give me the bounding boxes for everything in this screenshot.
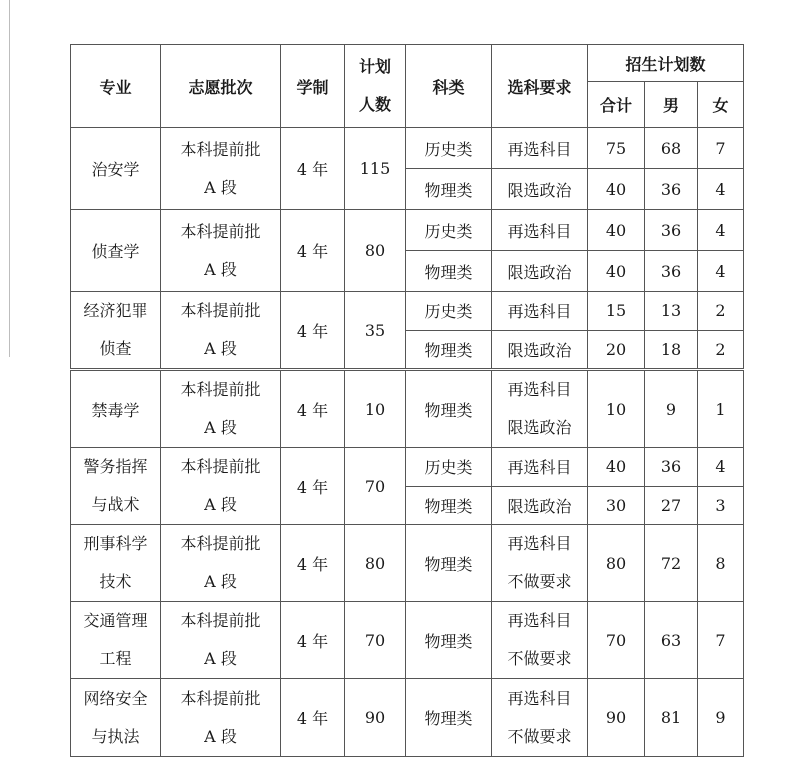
header-duration: 学制: [281, 45, 345, 128]
male-cell: 36: [645, 210, 698, 251]
plan-cell: 35: [345, 292, 406, 369]
req-line1: 再选科目: [507, 611, 572, 630]
male-cell: 13: [645, 292, 698, 331]
category-cell: 物理类: [406, 602, 492, 679]
batch-cell: [161, 448, 281, 525]
batch-line2: A 段: [204, 259, 237, 279]
male-cell: 36: [645, 448, 698, 487]
duration-cell: 4 年: [281, 292, 345, 369]
req-cell: 再选科目: [492, 292, 588, 331]
batch-line1: 本科提前批: [180, 221, 261, 241]
batch-line1: 本科提前批: [180, 139, 261, 159]
batch-cell: [161, 371, 281, 448]
req-cell: [492, 679, 588, 757]
male-cell: 72: [645, 525, 698, 602]
batch-line2: A 段: [204, 649, 237, 668]
header-total: 合计: [588, 82, 645, 128]
major-line2: 技术: [99, 572, 132, 591]
female-cell: 4: [698, 251, 744, 292]
req-cell: [492, 602, 588, 679]
batch-line1: 本科提前批: [180, 457, 261, 476]
total-cell: 40: [588, 210, 645, 251]
plan-cell: 70: [345, 448, 406, 525]
category-cell: 物理类: [406, 330, 492, 369]
major-line1: 刑事科学: [83, 534, 148, 553]
major-cell: [71, 210, 161, 292]
req-cell: 再选科目: [492, 128, 588, 169]
req-line2: 不做要求: [507, 572, 572, 591]
header-row-1: [71, 45, 744, 82]
female-cell: 4: [698, 448, 744, 487]
req-line1: 再选科目: [507, 534, 572, 553]
header-subject-req: 选科要求: [492, 45, 588, 128]
batch-cell: [161, 292, 281, 369]
enrollment-table-1: [70, 44, 744, 369]
header-male: 男: [645, 82, 698, 128]
req-cell: 限选政治: [492, 330, 588, 369]
table-row: [71, 525, 744, 602]
batch-line2: A 段: [204, 177, 237, 197]
major-line2: 与执法: [91, 726, 140, 746]
major-cell: [71, 602, 161, 679]
major-line1: 警务指挥: [83, 457, 148, 476]
total-cell: 15: [588, 292, 645, 331]
batch-cell: [161, 128, 281, 210]
category-cell: 历史类: [406, 128, 492, 169]
header-plan-count-line1: 计划: [358, 57, 391, 76]
req-line1: 再选科目: [507, 688, 572, 708]
header-female: 女: [698, 82, 744, 128]
major-cell: [71, 525, 161, 602]
major-line2: 侦查: [99, 339, 132, 358]
batch-line2: A 段: [204, 726, 237, 746]
total-cell: 70: [588, 602, 645, 679]
plan-cell: 80: [345, 210, 406, 292]
total-cell: 80: [588, 525, 645, 602]
male-cell: 36: [645, 251, 698, 292]
duration-cell: 4 年: [281, 371, 345, 448]
plan-cell: 80: [345, 525, 406, 602]
page-margin-line: [9, 0, 10, 357]
major-cell: [71, 448, 161, 525]
batch-line1: 本科提前批: [180, 380, 261, 399]
batch-line2: A 段: [204, 572, 237, 591]
total-cell: 40: [588, 169, 645, 210]
total-cell: 90: [588, 679, 645, 757]
req-cell: 限选政治: [492, 251, 588, 292]
req-cell: 再选科目: [492, 448, 588, 487]
header-plan-count-line2: 人数: [358, 95, 391, 114]
plan-cell: 70: [345, 602, 406, 679]
req-cell: [492, 371, 588, 448]
total-cell: 30: [588, 486, 645, 525]
category-cell: 历史类: [406, 448, 492, 487]
total-cell: 75: [588, 128, 645, 169]
duration-cell: 4 年: [281, 525, 345, 602]
req-cell: 限选政治: [492, 169, 588, 210]
category-cell: 物理类: [406, 679, 492, 757]
duration-cell: 4 年: [281, 679, 345, 757]
header-batch: 志愿批次: [161, 45, 281, 128]
female-cell: 9: [698, 679, 744, 757]
header-category: 科类: [406, 45, 492, 128]
total-cell: 10: [588, 371, 645, 448]
major-line2: 与战术: [91, 495, 140, 514]
table-row: [71, 128, 744, 169]
req-cell: 限选政治: [492, 486, 588, 525]
total-cell: 20: [588, 330, 645, 369]
male-cell: 27: [645, 486, 698, 525]
male-cell: 18: [645, 330, 698, 369]
table-row: [71, 371, 744, 448]
male-cell: 36: [645, 169, 698, 210]
enrollment-table-2: [70, 370, 744, 757]
header-enroll-plan: 招生计划数: [588, 45, 744, 82]
table-row: [71, 602, 744, 679]
category-cell: 物理类: [406, 525, 492, 602]
table-row: [71, 292, 744, 331]
major-cell: [71, 292, 161, 369]
batch-cell: [161, 210, 281, 292]
category-cell: 物理类: [406, 251, 492, 292]
plan-cell: 10: [345, 371, 406, 448]
plan-cell: 115: [345, 128, 406, 210]
req-line2: 限选政治: [507, 418, 572, 437]
male-cell: 81: [645, 679, 698, 757]
duration-cell: 4 年: [281, 602, 345, 679]
header-major: 专业: [71, 45, 161, 128]
female-cell: 2: [698, 292, 744, 331]
category-cell: 物理类: [406, 169, 492, 210]
req-cell: [492, 525, 588, 602]
plan-cell: 90: [345, 679, 406, 757]
category-cell: 物理类: [406, 486, 492, 525]
major-cell: [71, 679, 161, 757]
male-cell: 63: [645, 602, 698, 679]
batch-line1: 本科提前批: [180, 534, 261, 553]
female-cell: 7: [698, 128, 744, 169]
category-cell: 历史类: [406, 292, 492, 331]
category-cell: 物理类: [406, 371, 492, 448]
req-line2: 不做要求: [507, 726, 572, 746]
female-cell: 7: [698, 602, 744, 679]
batch-line2: A 段: [204, 418, 237, 437]
female-cell: 1: [698, 371, 744, 448]
req-line1: 再选科目: [507, 380, 572, 399]
male-cell: 68: [645, 128, 698, 169]
major-line1: 交通管理: [83, 611, 148, 630]
major-line1: 经济犯罪: [83, 301, 148, 320]
batch-line1: 本科提前批: [180, 301, 261, 320]
batch-cell: [161, 525, 281, 602]
batch-cell: [161, 679, 281, 757]
batch-line1: 本科提前批: [180, 688, 261, 708]
major-cell: [71, 128, 161, 210]
batch-line1: 本科提前批: [180, 611, 261, 630]
req-line2: 不做要求: [507, 649, 572, 668]
table-row: [71, 210, 744, 251]
header-plan-count: [345, 45, 406, 128]
major-cell: 禁毒学: [71, 371, 161, 448]
batch-line2: A 段: [204, 495, 237, 514]
major-line1: 网络安全: [83, 688, 148, 708]
female-cell: 3: [698, 486, 744, 525]
male-cell: 9: [645, 371, 698, 448]
female-cell: 4: [698, 169, 744, 210]
duration-cell: 4 年: [281, 448, 345, 525]
female-cell: 4: [698, 210, 744, 251]
batch-cell: [161, 602, 281, 679]
category-cell: 历史类: [406, 210, 492, 251]
duration-cell: 4 年: [281, 210, 345, 292]
duration-cell: 4 年: [281, 128, 345, 210]
major-line2: 工程: [99, 649, 132, 668]
total-cell: 40: [588, 251, 645, 292]
major-name: 侦查学: [91, 242, 140, 261]
batch-line2: A 段: [204, 339, 237, 358]
table-row: [71, 679, 744, 757]
req-cell: 再选科目: [492, 210, 588, 251]
major-name: 治安学: [91, 160, 140, 179]
female-cell: 8: [698, 525, 744, 602]
table-row: [71, 448, 744, 487]
female-cell: 2: [698, 330, 744, 369]
total-cell: 40: [588, 448, 645, 487]
